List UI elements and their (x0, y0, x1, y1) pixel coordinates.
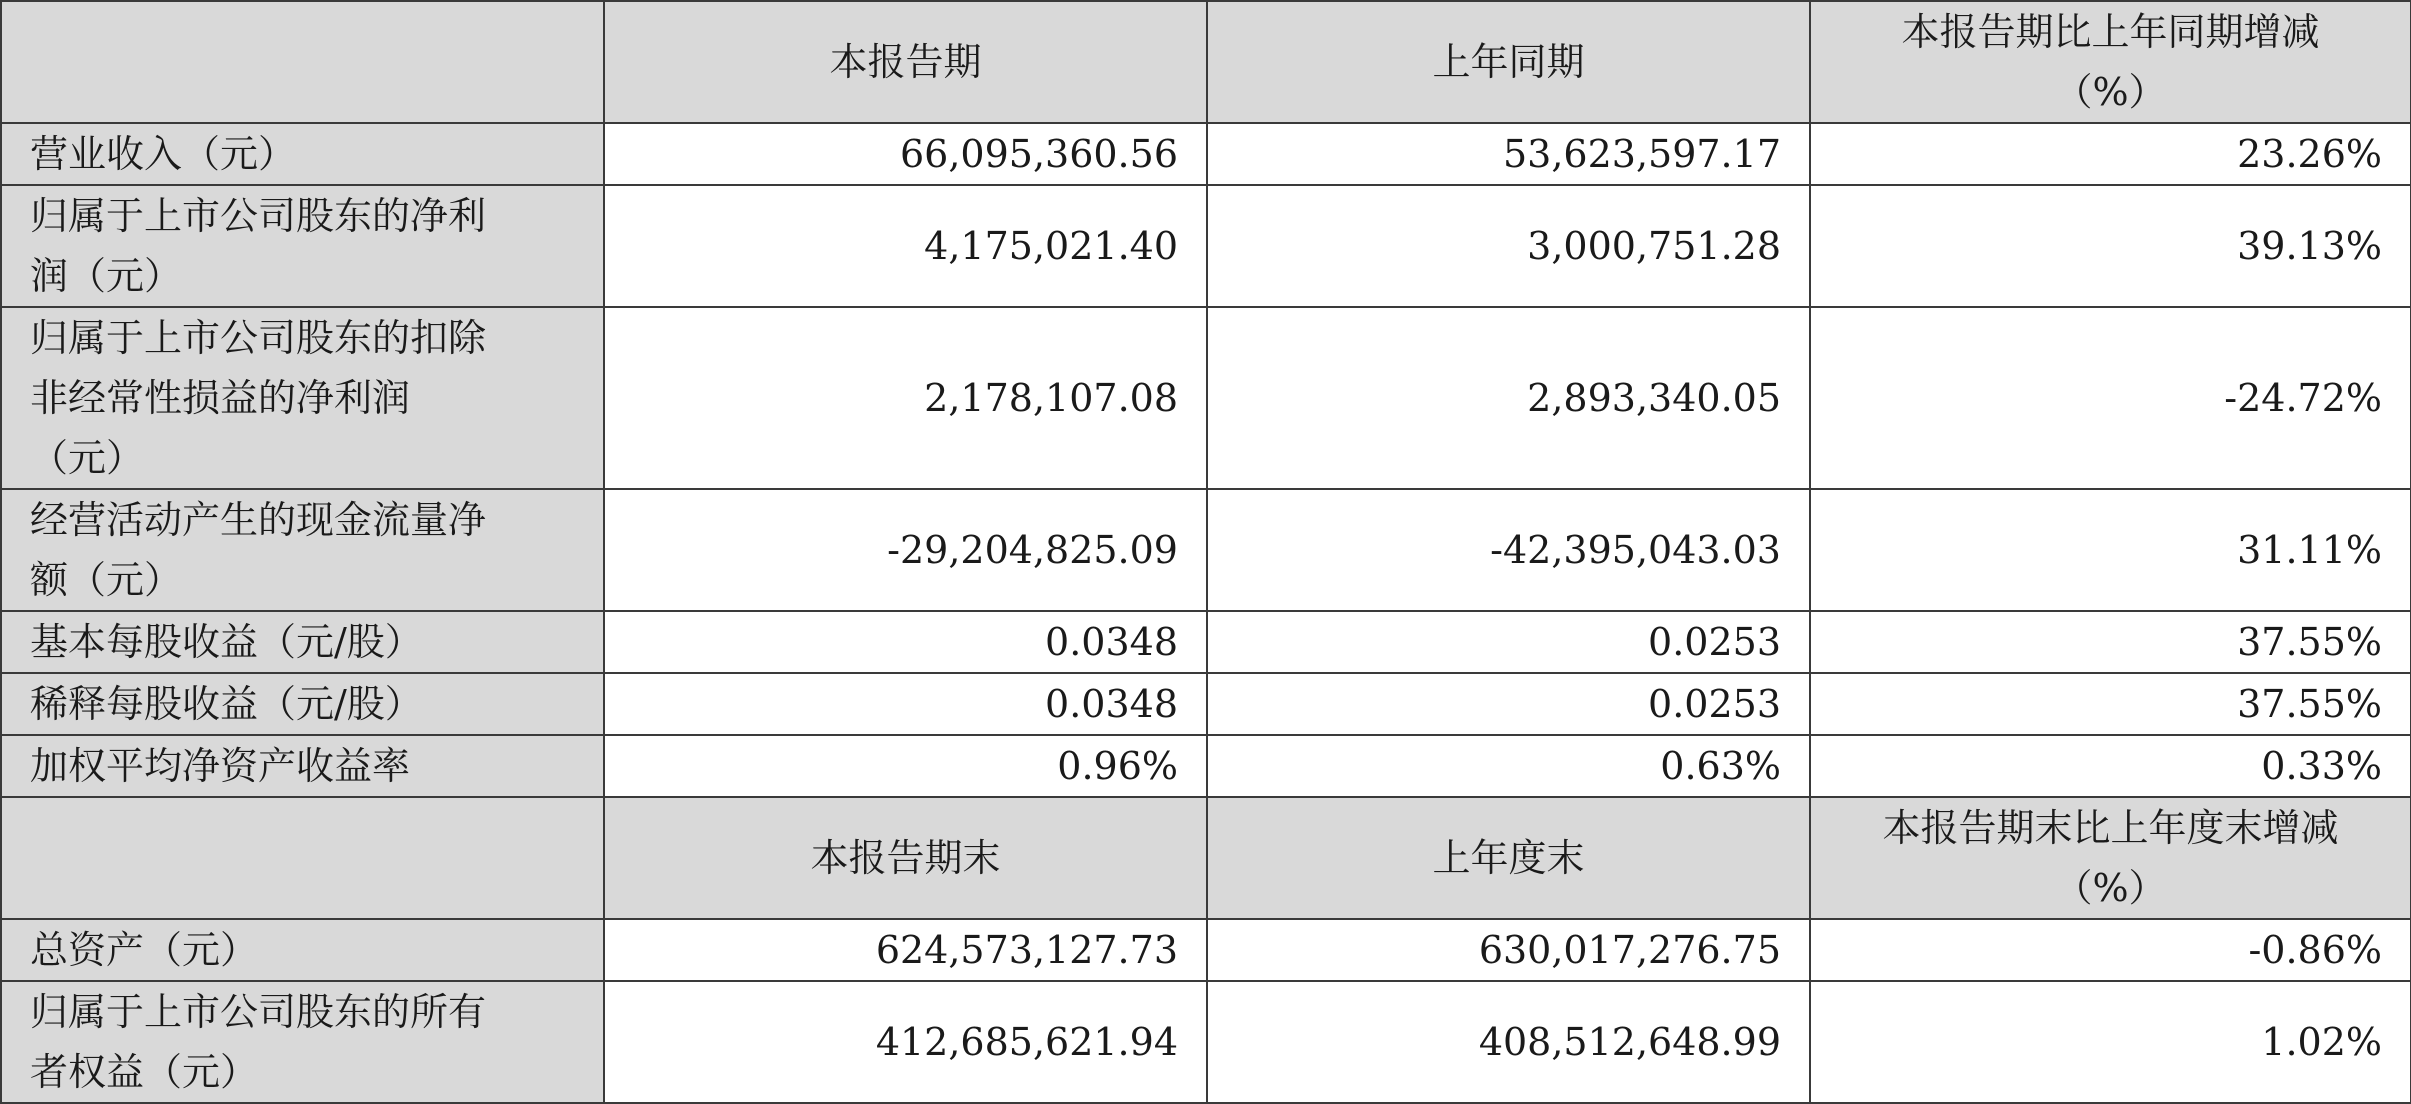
prior-value: 0.0253 (1207, 611, 1810, 673)
table-row (1, 673, 2411, 735)
change-value: 31.11% (1810, 489, 2411, 611)
change-value: 37.55% (1810, 611, 2411, 673)
table-row (1, 307, 2411, 489)
table-row (1, 185, 2411, 307)
current-value: 0.0348 (604, 611, 1207, 673)
prior-value: -42,395,043.03 (1207, 489, 1810, 611)
table-row (1, 489, 2411, 611)
row-label: 稀释每股收益（元/股） (1, 673, 604, 735)
header-cell-prior-period: 上年同期 (1207, 1, 1810, 123)
row-label: 基本每股收益（元/股） (1, 611, 604, 673)
current-value: 0.96% (604, 735, 1207, 797)
table-row (1, 123, 2411, 185)
row-label: 归属于上市公司股东的净利 润（元） (1, 185, 604, 307)
prior-value: 408,512,648.99 (1207, 981, 1810, 1103)
header-cell-blank (1, 797, 604, 919)
prior-value: 0.0253 (1207, 673, 1810, 735)
row-label: 经营活动产生的现金流量净 额（元） (1, 489, 604, 611)
header-row-period (1, 1, 2411, 123)
current-value: 412,685,621.94 (604, 981, 1207, 1103)
change-value: 23.26% (1810, 123, 2411, 185)
table-row (1, 735, 2411, 797)
change-value: 39.13% (1810, 185, 2411, 307)
prior-value: 0.63% (1207, 735, 1810, 797)
row-label: 营业收入（元） (1, 123, 604, 185)
prior-value: 2,893,340.05 (1207, 307, 1810, 489)
header-cell-blank (1, 1, 604, 123)
table-row (1, 919, 2411, 981)
change-value: 1.02% (1810, 981, 2411, 1103)
current-value: 0.0348 (604, 673, 1207, 735)
row-label: 总资产（元） (1, 919, 604, 981)
header-cell-prior-year-end: 上年度末 (1207, 797, 1810, 919)
row-label: 加权平均净资产收益率 (1, 735, 604, 797)
current-value: 2,178,107.08 (604, 307, 1207, 489)
header-cell-current-period: 本报告期 (604, 1, 1207, 123)
header-cell-period-end-change: 本报告期末比上年度末增减 （%） (1810, 797, 2411, 919)
table-row (1, 611, 2411, 673)
current-value: 624,573,127.73 (604, 919, 1207, 981)
change-value: 37.55% (1810, 673, 2411, 735)
prior-value: 630,017,276.75 (1207, 919, 1810, 981)
current-value: -29,204,825.09 (604, 489, 1207, 611)
row-label: 归属于上市公司股东的扣除 非经常性损益的净利润 （元） (1, 307, 604, 489)
prior-value: 53,623,597.17 (1207, 123, 1810, 185)
header-cell-current-period-end: 本报告期末 (604, 797, 1207, 919)
change-value: 0.33% (1810, 735, 2411, 797)
header-cell-period-change: 本报告期比上年同期增减 （%） (1810, 1, 2411, 123)
header-row-period-end (1, 797, 2411, 919)
table-row (1, 981, 2411, 1103)
change-value: -24.72% (1810, 307, 2411, 489)
prior-value: 3,000,751.28 (1207, 185, 1810, 307)
current-value: 4,175,021.40 (604, 185, 1207, 307)
change-value: -0.86% (1810, 919, 2411, 981)
current-value: 66,095,360.56 (604, 123, 1207, 185)
row-label: 归属于上市公司股东的所有 者权益（元） (1, 981, 604, 1103)
